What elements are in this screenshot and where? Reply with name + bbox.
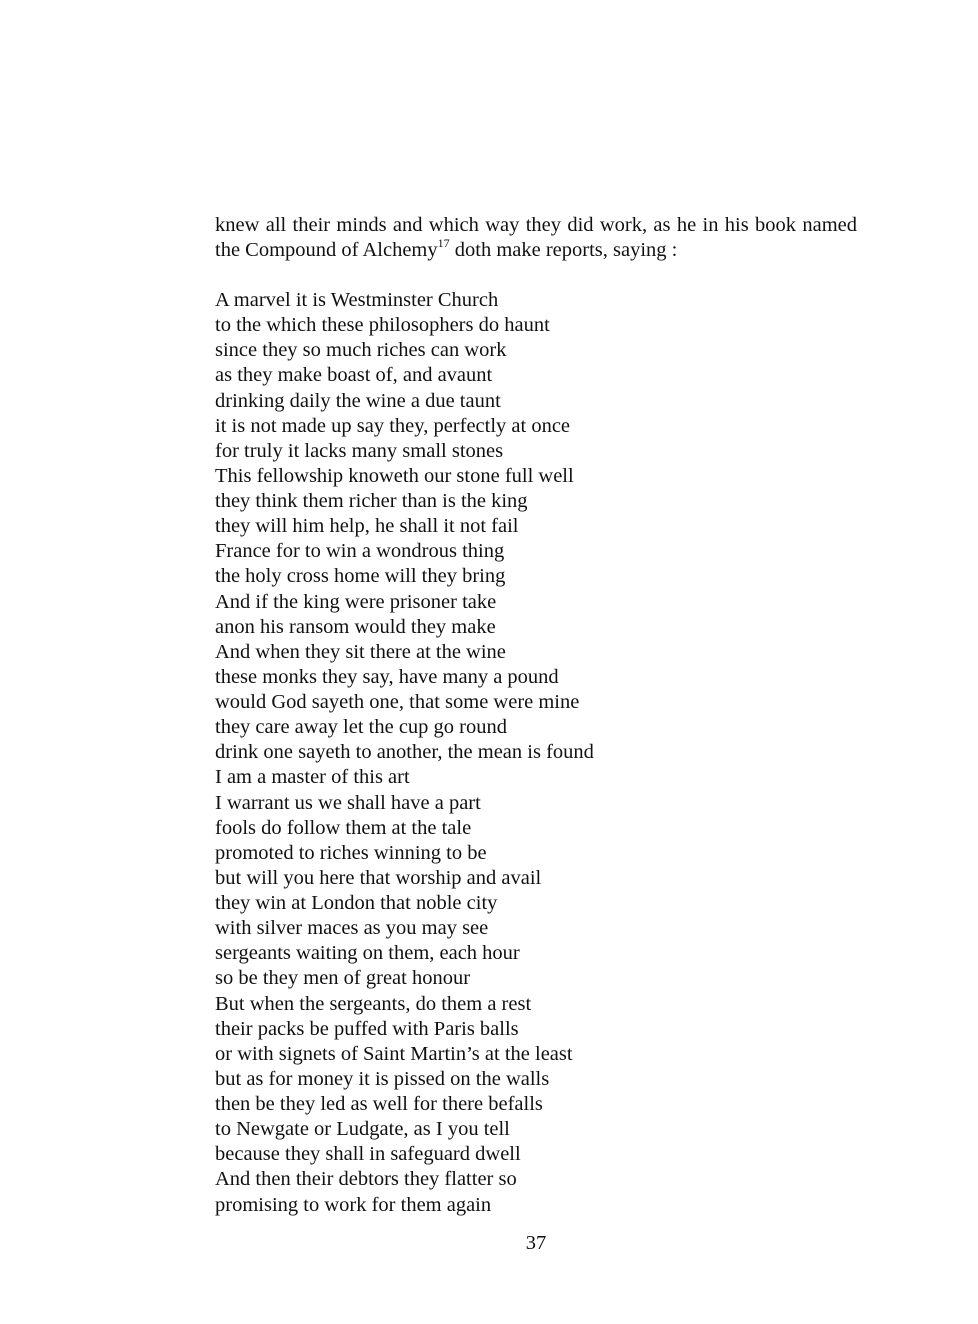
verse-line: And then their debtors they flatter so <box>215 1168 517 1191</box>
verse-line: these monks they say, have many a pound <box>215 665 559 688</box>
verse-line: And when they sit there at the wine <box>215 640 506 663</box>
verse-line: And if the king were prisoner take <box>215 590 497 613</box>
verse-line: but as for money it is pissed on the walls <box>215 1067 550 1090</box>
verse-line: This fellowship knoweth our stone full well <box>215 464 574 487</box>
verse-line: so be they men of great honour <box>215 967 471 990</box>
page-number: 37 <box>525 1232 547 1254</box>
verse-line: to Newgate or Ludgate, as I you tell <box>215 1118 510 1141</box>
verse-line: or with signets of Saint Martin’s at the least <box>215 1042 573 1065</box>
intro-text-continued: doth make reports, saying : <box>449 239 678 261</box>
verse-line: anon his ransom would they make <box>215 615 496 638</box>
verse-line: France for to win a wondrous thing <box>215 540 505 563</box>
verse-line: drink one sayeth to another, the mean is found <box>215 741 594 764</box>
verse-line: they will him help, he shall it not fail <box>215 515 519 538</box>
verse-line: they win at London that noble city <box>215 892 498 914</box>
verse-line: to the which these philosophers do haunt <box>215 314 550 337</box>
verse-line: I am a master of this art <box>215 766 410 789</box>
verse-line: then be they led as well for there befalls <box>215 1093 543 1115</box>
intro-paragraph <box>215 213 857 263</box>
verse-line: But when the sergeants, do them a rest <box>215 992 532 1015</box>
verse-line: A marvel it is Westminster Church <box>215 289 499 311</box>
verse-line: they care away let the cup go round <box>215 716 508 739</box>
verse-line: it is not made up say they, perfectly at once <box>215 414 571 437</box>
verse-line: since they so much riches can work <box>215 339 507 362</box>
footnote-reference[interactable]: 17 <box>437 236 450 250</box>
verse-line: as they make boast of, and avaunt <box>215 364 493 387</box>
verse-line: the holy cross home will they bring <box>215 565 506 588</box>
verse-line: fools do follow them at the tale <box>215 816 472 839</box>
intro-text: knew all their minds and which way they did work, as he in his book named the Compound of Alchemy <box>215 214 857 261</box>
verse-line: their packs be puffed with Paris balls <box>215 1017 519 1040</box>
verse-block <box>215 288 855 1218</box>
verse-line: promoted to riches winning to be <box>215 841 487 864</box>
verse-line: sergeants waiting on them, each hour <box>215 942 520 965</box>
verse-line: for truly it lacks many small stones <box>215 439 504 462</box>
verse-line: would God sayeth one, that some were mine <box>215 691 580 713</box>
verse-line: drinking daily the wine a due taunt <box>215 389 501 412</box>
verse-line: I warrant us we shall have a part <box>215 791 481 814</box>
verse-line: they think them richer than is the king <box>215 490 528 512</box>
verse-line: promising to work for them again <box>215 1193 492 1216</box>
verse-line: with silver maces as you may see <box>215 917 489 940</box>
verse-line: because they shall in safeguard dwell <box>215 1143 521 1166</box>
verse-line: but will you here that worship and avail <box>215 866 542 889</box>
